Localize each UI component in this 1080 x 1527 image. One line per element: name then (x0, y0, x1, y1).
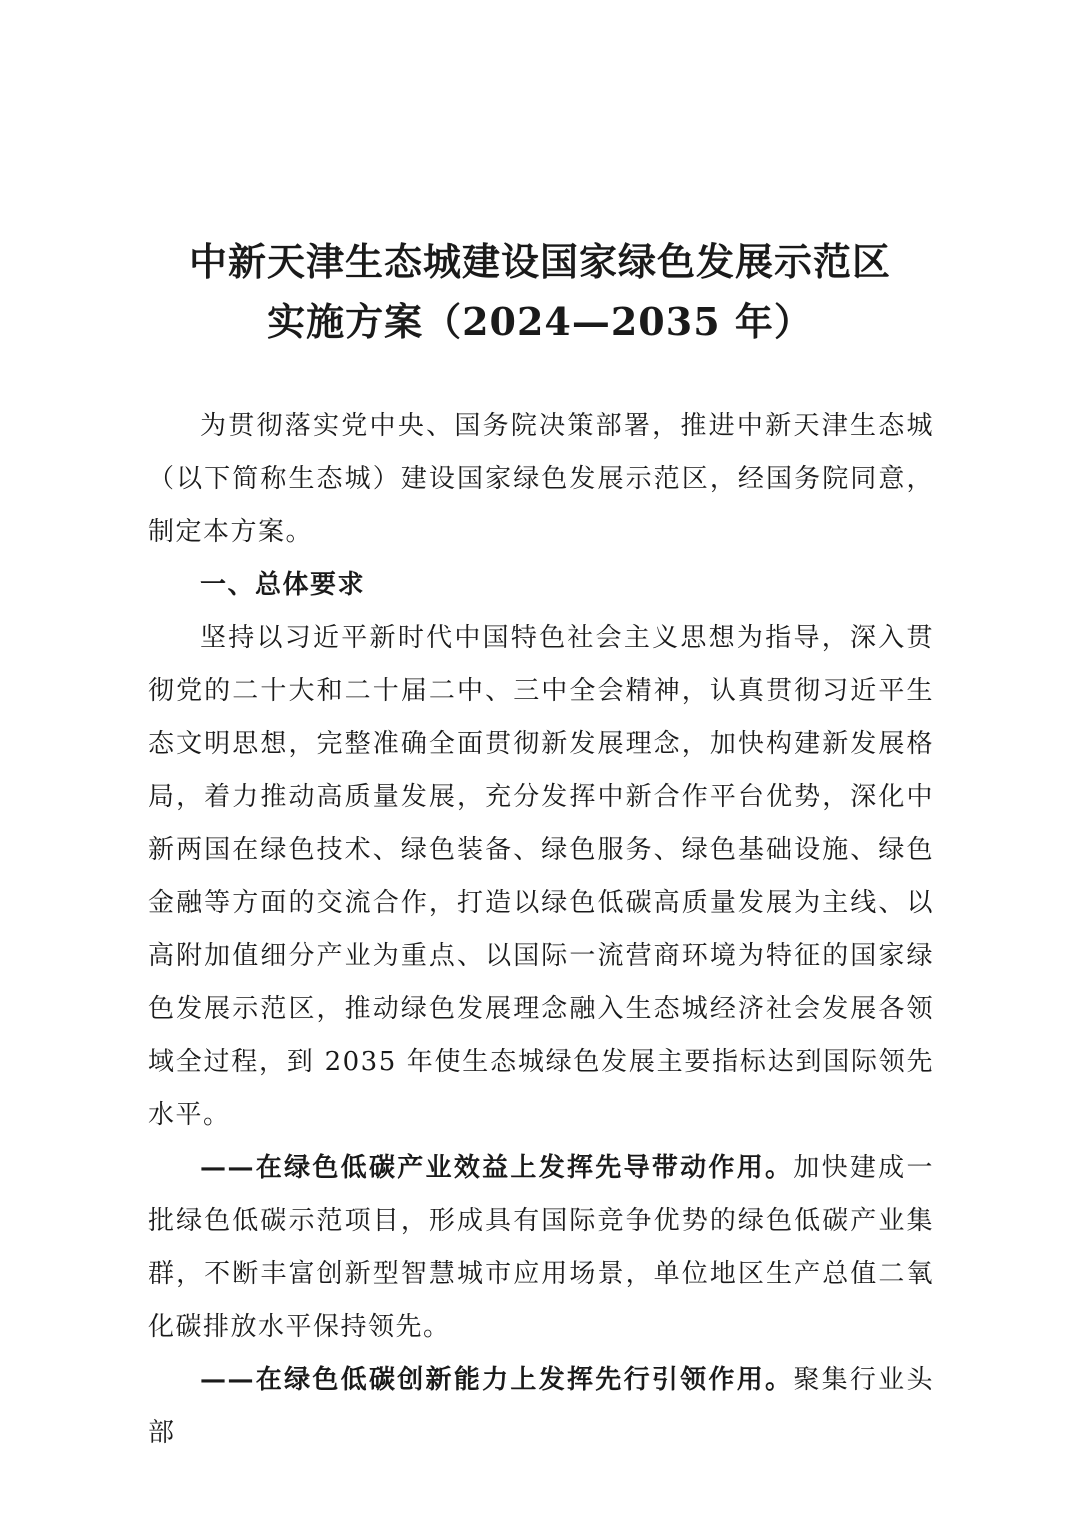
list-item-lead: ——在绿色低碳产业效益上发挥先导带动作用。 (200, 1153, 794, 1183)
list-item (148, 1142, 934, 1354)
list-item-text: 聚集行业头部 (148, 1365, 934, 1448)
list-item-lead: ——在绿色低碳创新能力上发挥先行引领作用。 (200, 1365, 794, 1395)
intro-paragraph: 为贯彻落实党中央、国务院决策部署，推进中新天津生态城（以下简称生态城）建设国家绿色发展示范区，经国务院同意，制定本方案。 (148, 411, 934, 547)
document-title-line1: 中新天津生态城建设国家绿色发展示范区 (188, 239, 891, 284)
section-heading: 一、总体要求 (200, 570, 366, 600)
document-title-line2: 实施方案（2024—2035 年） (267, 299, 813, 344)
list-item-text: 加快建成一批绿色低碳示范项目，形成具有国际竞争优势的绿色低碳产业集群，不断丰富创新型智慧城市应用场景，单位地区生产总值二氧化碳排放水平保持领先。 (148, 1153, 934, 1342)
document-body (148, 400, 934, 1460)
section-paragraph: 坚持以习近平新时代中国特色社会主义思想为指导，深入贯彻党的二十大和二十届二中、三中全会精神，认真贯彻习近平生态文明思想，完整准确全面贯彻新发展理念，加快构建新发展格局，着力推动高质量发展，充分发挥中新合作平台优势，深化中新两国在绿色技术、绿色装备、绿色服务、绿色基础设施、绿色金融等方面的交流合作，打造以绿色低碳高质量发展为主线、以高附加值细分产业为重点、以国际一流营商环境为特征的国家绿色发展示范区，推动绿色发展理念融入生态城经济社会发展各领域全过程，到 2035 年使生态城绿色发展主要指标达到国际领先水平。 (148, 623, 934, 1130)
list-item (148, 1354, 934, 1460)
